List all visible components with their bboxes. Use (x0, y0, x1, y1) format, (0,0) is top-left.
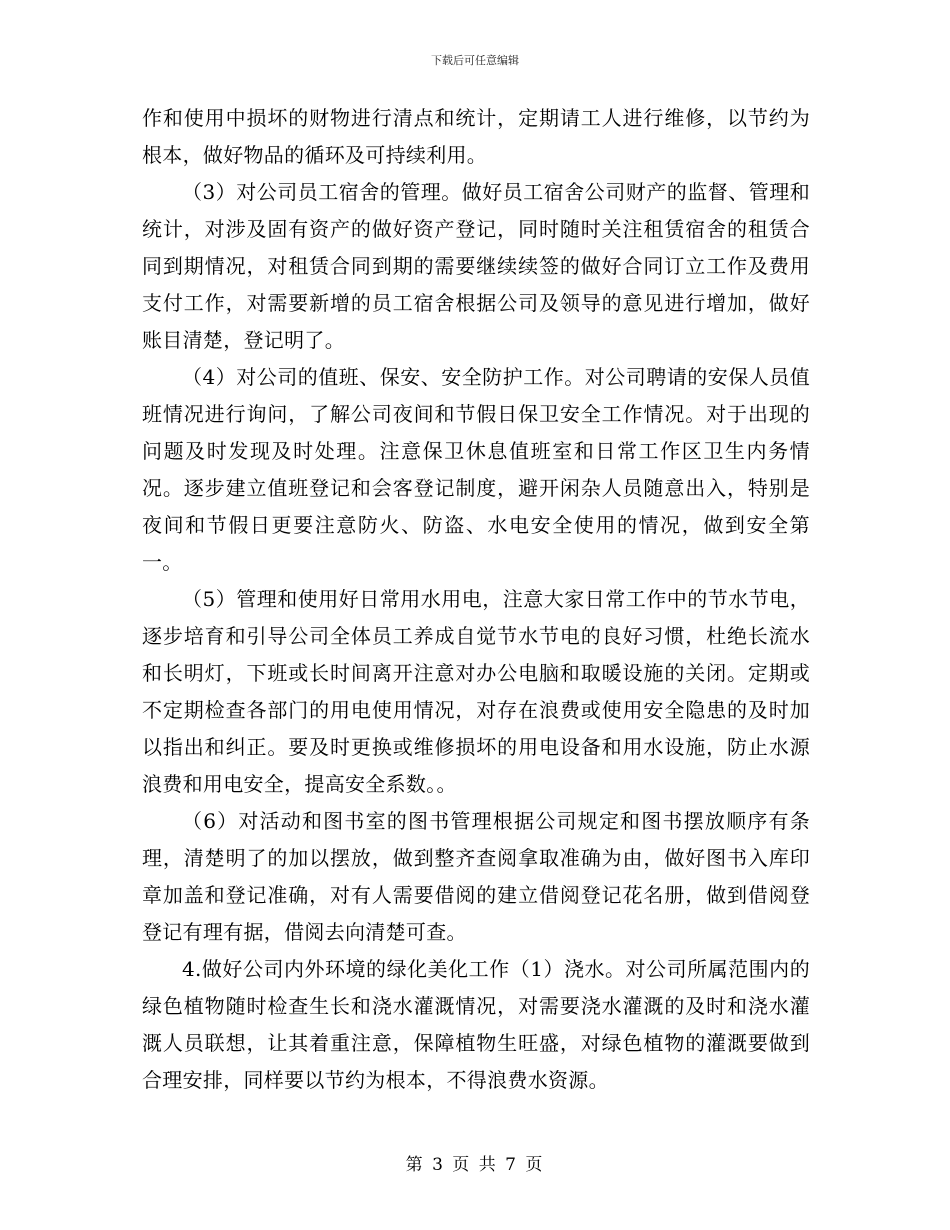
page-number: 第 3 页 共 7 页 (405, 1155, 545, 1175)
paragraph-dormitory: （3）对公司员工宿舍的管理。做好员工宿舍公司财产的监督、管理和统计，对涉及固有资产的做好资产登记，同时随时关注租赁宿舍的租赁合同到期情况，对租赁合同到期的需要继续续签的做好合同订立工作及费用支付工作，对需要新增的员工宿舍根据公司及领导的意见进行增加，做好账目清楚，登记明了。 (142, 180, 810, 352)
paragraph-security: （4）对公司的值班、保安、安全防护工作。对公司聘请的安保人员值班情况进行询问，了解公司夜间和节假日保卫安全工作情况。对于出现的问题及时发现及时处理。注意保卫休息值班室和日常工作区卫生内务情况。逐步建立值班登记和会客登记制度，避开闲杂人员随意出入，特别是夜间和节假日更要注意防火、防盗、水电安全使用的情况，做到安全第一。 (142, 365, 810, 574)
paragraph-utilities: （5）管理和使用好日常用水用电，注意大家日常工作中的节水节电，逐步培育和引导公司全体员工养成自觉节水节电的良好习惯，杜绝长流水和长明灯，下班或长时间离开注意对办公电脑和取暖设施的关闭。定期或不定期检查各部门的用电使用情况，对存在浪费或使用安全隐患的及时加以指出和纠正。要及时更换或维修损坏的用电设备和用水设施，防止水源浪费和用电安全，提高安全系数。。 (142, 587, 810, 796)
paragraph-library: （6）对活动和图书室的图书管理根据公司规定和图书摆放顺序有条理，清楚明了的加以摆放，做到整齐查阅拿取准确为由，做好图书入库印章加盖和登记准确，对有人需要借阅的建立借阅登记花名册，做到借阅登登记有理有据，借阅去向清楚可查。 (142, 809, 810, 944)
paragraph-continuation: 作和使用中损坏的财物进行清点和统计，定期请工人进行维修，以节约为根本，做好物品的循环及可持续利用。 (142, 106, 810, 167)
page-header: 下载后可任意编辑 (431, 54, 519, 67)
paragraph-greening: 4.做好公司内外环境的绿化美化工作（1）浇水。对公司所属范围内的绿色植物随时检查生长和浇水灌溉情况，对需要浇水灌溉的及时和浇水灌溉人员联想，让其着重注意，保障植物生旺盛，对绿色植物的灌溉要做到合理安排，同样要以节约为根本，不得浪费水资源。 (142, 957, 810, 1092)
document-body (142, 100, 810, 1099)
